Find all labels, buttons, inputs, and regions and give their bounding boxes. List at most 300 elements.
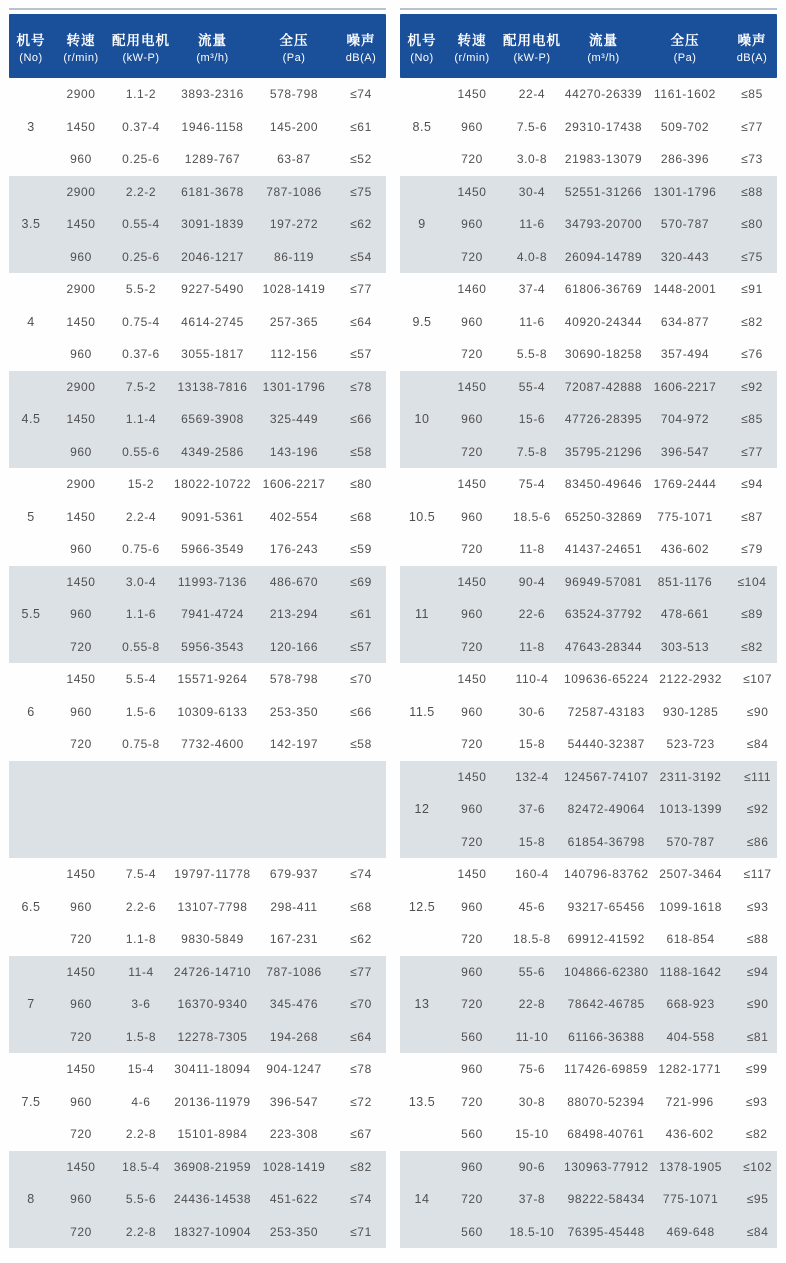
cell-flow: 140796-83762 bbox=[564, 867, 649, 882]
cell-noise: ≤89 bbox=[741, 607, 763, 622]
cell-speed: 1450 bbox=[66, 964, 96, 979]
cell-flow: 83450-49646 bbox=[564, 477, 643, 492]
cell-speed: 960 bbox=[70, 704, 92, 719]
cell-speed: 720 bbox=[461, 639, 483, 654]
cell-flow: 44270-26339 bbox=[564, 87, 643, 102]
cell-noise: ≤64 bbox=[350, 314, 372, 329]
cell-motor: 132-4 bbox=[515, 769, 549, 784]
cell-pressure: 286-396 bbox=[660, 152, 710, 167]
cell-speed: 720 bbox=[70, 737, 92, 752]
cell-speed: 720 bbox=[461, 152, 483, 167]
fan-group-5.5 bbox=[9, 566, 386, 664]
header-motor bbox=[109, 29, 173, 64]
cell-speed: 720 bbox=[461, 249, 483, 264]
cell-pressure: 721-996 bbox=[665, 1094, 714, 1109]
cell-noise: ≤67 bbox=[350, 1127, 372, 1142]
fan-size: 8.5 bbox=[412, 119, 432, 134]
cell-noise: ≤79 bbox=[741, 542, 763, 557]
cell-motor: 110-4 bbox=[515, 672, 549, 687]
cell-motor: 15-8 bbox=[518, 737, 546, 752]
fan-group-8.5 bbox=[400, 78, 777, 176]
cell-pressure: 142-197 bbox=[269, 737, 319, 752]
cell-pressure: 618-854 bbox=[666, 932, 715, 947]
fan-group-empty bbox=[9, 761, 386, 859]
cell-flow: 3055-1817 bbox=[181, 347, 244, 362]
cell-pressure: 851-1176 bbox=[657, 574, 713, 589]
cell-flow: 98222-58434 bbox=[567, 1192, 645, 1207]
cell-speed: 960 bbox=[70, 444, 92, 459]
cell-flow: 21983-13079 bbox=[564, 152, 643, 167]
cell-speed: 1450 bbox=[66, 119, 96, 134]
cell-noise: ≤94 bbox=[746, 964, 769, 979]
cell-pressure: 303-513 bbox=[660, 639, 710, 654]
cell-flow: 78642-46785 bbox=[567, 997, 645, 1012]
cell-pressure: 570-787 bbox=[666, 834, 715, 849]
cell-motor: 11-4 bbox=[128, 964, 154, 979]
cell-pressure: 253-350 bbox=[269, 1224, 319, 1239]
header-size-label: 机号 bbox=[407, 32, 437, 48]
cell-speed: 2900 bbox=[66, 87, 96, 102]
header-pressure bbox=[252, 29, 336, 64]
fan-group-8 bbox=[9, 1151, 386, 1249]
cell-flow: 26094-14789 bbox=[564, 249, 643, 264]
fan-size: 12 bbox=[414, 802, 430, 817]
header-flow bbox=[173, 29, 252, 64]
cell-motor: 75-4 bbox=[518, 477, 546, 492]
cell-noise: ≤74 bbox=[350, 867, 372, 882]
spec-table-left bbox=[9, 8, 386, 1263]
cell-speed: 2900 bbox=[66, 477, 96, 492]
cell-noise: ≤99 bbox=[745, 1062, 768, 1077]
fan-group-6 bbox=[9, 663, 386, 761]
cell-flow: 11993-7136 bbox=[177, 574, 248, 589]
cell-noise: ≤69 bbox=[350, 574, 372, 589]
header-motor bbox=[500, 29, 564, 64]
fan-size: 10.5 bbox=[408, 509, 436, 524]
fan-group-7 bbox=[9, 956, 386, 1054]
cell-flow: 12278-7305 bbox=[177, 1029, 248, 1044]
header-flow bbox=[564, 29, 643, 64]
cell-motor: 30-8 bbox=[518, 1094, 546, 1109]
header-speed-unit: (r/min) bbox=[63, 51, 99, 64]
cell-speed: 960 bbox=[70, 607, 92, 622]
fan-size: 9 bbox=[418, 217, 426, 232]
header-size bbox=[400, 29, 444, 64]
cell-pressure: 402-554 bbox=[269, 509, 319, 524]
fan-group-13.5 bbox=[400, 1053, 777, 1151]
cell-noise: ≤73 bbox=[741, 152, 763, 167]
header-noise-label: 噪声 bbox=[737, 32, 767, 48]
cell-noise: ≤76 bbox=[741, 347, 763, 362]
cell-pressure: 223-308 bbox=[269, 1127, 319, 1142]
cell-flow: 93217-65456 bbox=[567, 899, 645, 914]
cell-flow: 3893-2316 bbox=[181, 87, 244, 102]
cell-speed: 1450 bbox=[66, 1062, 96, 1077]
cell-flow: 34793-20700 bbox=[564, 217, 643, 232]
fan-size: 14 bbox=[414, 1192, 430, 1207]
header-speed-label: 转速 bbox=[457, 32, 487, 48]
fan-group-11 bbox=[400, 566, 777, 664]
cell-noise: ≤54 bbox=[350, 249, 372, 264]
cell-pressure: 787-1086 bbox=[266, 184, 322, 199]
cell-flow: 9227-5490 bbox=[181, 282, 244, 297]
cell-noise: ≤82 bbox=[741, 314, 763, 329]
fan-group-5 bbox=[9, 468, 386, 566]
cell-flow: 13138-7816 bbox=[177, 379, 248, 394]
cell-speed: 960 bbox=[70, 152, 92, 167]
cell-noise: ≤66 bbox=[350, 412, 372, 427]
cell-noise: ≤111 bbox=[743, 769, 772, 784]
cell-flow: 76395-45448 bbox=[567, 1224, 645, 1239]
fan-group-12 bbox=[400, 761, 777, 859]
cell-speed: 720 bbox=[461, 997, 483, 1012]
cell-speed: 720 bbox=[461, 1094, 483, 1109]
cell-speed: 1450 bbox=[66, 574, 96, 589]
cell-pressure: 320-443 bbox=[660, 249, 710, 264]
cell-pressure: 253-350 bbox=[269, 704, 319, 719]
cell-noise: ≤81 bbox=[746, 1029, 769, 1044]
fan-size: 4 bbox=[27, 314, 35, 329]
cell-flow: 72587-43183 bbox=[567, 704, 645, 719]
cell-flow: 61806-36769 bbox=[564, 282, 643, 297]
cell-motor: 2.2-8 bbox=[125, 1127, 157, 1142]
cell-flow: 19797-11778 bbox=[174, 867, 251, 882]
cell-pressure: 578-798 bbox=[269, 672, 319, 687]
cell-flow: 6181-3678 bbox=[181, 184, 244, 199]
table-top-rule bbox=[400, 8, 777, 10]
cell-flow: 117426-69859 bbox=[564, 1062, 648, 1077]
cell-motor: 22-4 bbox=[518, 87, 546, 102]
cell-pressure: 436-602 bbox=[665, 1127, 714, 1142]
cell-pressure: 1282-1771 bbox=[658, 1062, 722, 1077]
cell-pressure: 578-798 bbox=[269, 87, 319, 102]
header-speed bbox=[53, 29, 109, 64]
cell-speed: 1450 bbox=[66, 217, 96, 232]
cell-speed: 960 bbox=[70, 997, 92, 1012]
cell-flow: 69912-41592 bbox=[567, 932, 645, 947]
cell-motor: 15-6 bbox=[518, 412, 546, 427]
cell-motor: 0.37-4 bbox=[122, 119, 160, 134]
cell-pressure: 478-661 bbox=[660, 607, 710, 622]
table-header bbox=[400, 14, 777, 78]
cell-pressure: 1188-1642 bbox=[659, 964, 722, 979]
cell-flow: 10309-6133 bbox=[177, 704, 248, 719]
cell-speed: 960 bbox=[461, 509, 483, 524]
cell-flow: 88070-52394 bbox=[567, 1094, 645, 1109]
cell-speed: 2900 bbox=[66, 282, 96, 297]
cell-flow: 4349-2586 bbox=[181, 444, 244, 459]
cell-flow: 9830-5849 bbox=[181, 932, 244, 947]
cell-motor: 2.2-2 bbox=[125, 184, 157, 199]
cell-speed: 960 bbox=[70, 1094, 92, 1109]
table-body bbox=[9, 78, 386, 1248]
cell-noise: ≤92 bbox=[741, 379, 763, 394]
cell-flow: 18327-10904 bbox=[173, 1224, 252, 1239]
cell-motor: 37-4 bbox=[518, 282, 546, 297]
header-size-unit: (No) bbox=[19, 51, 43, 64]
header-motor-label: 配用电机 bbox=[503, 32, 561, 48]
cell-motor: 3.0-4 bbox=[125, 574, 157, 589]
header-speed bbox=[444, 29, 500, 64]
cell-motor: 2.2-6 bbox=[125, 899, 157, 914]
cell-flow: 6569-3908 bbox=[181, 412, 244, 427]
cell-pressure: 145-200 bbox=[269, 119, 319, 134]
cell-flow: 47643-28344 bbox=[564, 639, 643, 654]
cell-noise: ≤91 bbox=[741, 282, 763, 297]
cell-pressure: 1301-1796 bbox=[262, 379, 326, 394]
cell-noise: ≤59 bbox=[350, 542, 372, 557]
cell-motor: 0.75-6 bbox=[122, 542, 160, 557]
cell-speed: 2900 bbox=[66, 379, 96, 394]
cell-noise: ≤82 bbox=[745, 1127, 768, 1142]
cell-pressure: 787-1086 bbox=[266, 964, 322, 979]
cell-speed: 720 bbox=[461, 932, 483, 947]
cell-speed: 1450 bbox=[66, 314, 96, 329]
cell-flow: 109636-65224 bbox=[564, 672, 649, 687]
cell-motor: 0.55-6 bbox=[122, 444, 160, 459]
cell-motor: 0.75-8 bbox=[122, 737, 160, 752]
cell-motor: 1.1-2 bbox=[125, 87, 157, 102]
cell-motor: 0.75-4 bbox=[122, 314, 160, 329]
table-header bbox=[9, 14, 386, 78]
cell-flow: 30690-18258 bbox=[564, 347, 643, 362]
header-speed-unit: (r/min) bbox=[454, 51, 490, 64]
cell-motor: 18.5-4 bbox=[122, 1159, 160, 1174]
header-motor-unit: (kW-P) bbox=[513, 51, 551, 64]
fan-group-10 bbox=[400, 371, 777, 469]
cell-flow: 20136-11979 bbox=[174, 1094, 251, 1109]
header-pressure-label: 全压 bbox=[670, 32, 700, 48]
cell-pressure: 2122-2932 bbox=[659, 672, 722, 687]
cell-speed: 720 bbox=[461, 737, 483, 752]
header-pressure-unit: (Pa) bbox=[282, 51, 306, 64]
cell-noise: ≤117 bbox=[743, 867, 772, 882]
cell-noise: ≤78 bbox=[350, 1062, 372, 1077]
fan-group-3.5 bbox=[9, 176, 386, 274]
cell-motor: 11-10 bbox=[515, 1029, 549, 1044]
cell-motor: 0.55-4 bbox=[122, 217, 160, 232]
header-motor-unit: (kW-P) bbox=[122, 51, 160, 64]
cell-speed: 1450 bbox=[66, 509, 96, 524]
cell-speed: 960 bbox=[70, 542, 92, 557]
cell-motor: 11-8 bbox=[519, 639, 545, 654]
cell-pressure: 904-1247 bbox=[266, 1062, 322, 1077]
cell-noise: ≤70 bbox=[350, 997, 372, 1012]
cell-noise: ≤68 bbox=[350, 509, 372, 524]
cell-speed: 1460 bbox=[457, 282, 487, 297]
cell-motor: 7.5-6 bbox=[516, 119, 548, 134]
cell-noise: ≤52 bbox=[350, 152, 372, 167]
fan-group-4 bbox=[9, 273, 386, 371]
cell-flow: 1946-1158 bbox=[181, 119, 244, 134]
cell-flow: 54440-32387 bbox=[567, 737, 645, 752]
cell-noise: ≤93 bbox=[746, 899, 769, 914]
cell-motor: 0.55-8 bbox=[122, 639, 160, 654]
header-flow-unit: (m³/h) bbox=[196, 51, 229, 64]
cell-pressure: 775-1071 bbox=[657, 509, 713, 524]
cell-speed: 1450 bbox=[66, 672, 96, 687]
cell-noise: ≤92 bbox=[746, 802, 769, 817]
cell-pressure: 143-196 bbox=[269, 444, 319, 459]
header-size bbox=[9, 29, 53, 64]
cell-flow: 35795-21296 bbox=[564, 444, 643, 459]
cell-motor: 3-6 bbox=[131, 997, 151, 1012]
cell-flow: 15571-9264 bbox=[177, 672, 248, 687]
fan-group-10.5 bbox=[400, 468, 777, 566]
cell-noise: ≤88 bbox=[741, 184, 763, 199]
cell-flow: 29310-17438 bbox=[564, 119, 643, 134]
header-pressure bbox=[643, 29, 727, 64]
cell-motor: 0.25-6 bbox=[122, 152, 160, 167]
cell-flow: 36908-21959 bbox=[173, 1159, 252, 1174]
cell-speed: 720 bbox=[70, 639, 92, 654]
cell-flow: 124567-74107 bbox=[564, 769, 649, 784]
cell-noise: ≤58 bbox=[350, 737, 372, 752]
header-size-unit: (No) bbox=[410, 51, 434, 64]
cell-pressure: 1028-1419 bbox=[262, 282, 326, 297]
fan-size: 7.5 bbox=[21, 1094, 41, 1109]
cell-noise: ≤82 bbox=[350, 1159, 372, 1174]
cell-speed: 1450 bbox=[457, 379, 487, 394]
cell-pressure: 345-476 bbox=[269, 997, 319, 1012]
fan-size: 11.5 bbox=[409, 704, 435, 719]
cell-flow: 104866-62380 bbox=[564, 964, 649, 979]
cell-noise: ≤90 bbox=[746, 997, 769, 1012]
cell-pressure: 634-877 bbox=[660, 314, 710, 329]
cell-noise: ≤77 bbox=[350, 282, 372, 297]
cell-flow: 16370-9340 bbox=[177, 997, 248, 1012]
cell-pressure: 1448-2001 bbox=[653, 282, 717, 297]
cell-pressure: 1099-1618 bbox=[659, 899, 722, 914]
cell-pressure: 668-923 bbox=[666, 997, 715, 1012]
fan-size: 13 bbox=[414, 997, 430, 1012]
cell-noise: ≤80 bbox=[741, 217, 763, 232]
cell-noise: ≤66 bbox=[350, 704, 372, 719]
cell-motor: 7.5-8 bbox=[516, 444, 548, 459]
cell-pressure: 1301-1796 bbox=[653, 184, 717, 199]
cell-speed: 1450 bbox=[457, 867, 487, 882]
cell-speed: 960 bbox=[461, 217, 483, 232]
cell-flow: 24726-14710 bbox=[173, 964, 252, 979]
cell-noise: ≤77 bbox=[350, 964, 372, 979]
fan-group-9 bbox=[400, 176, 777, 274]
cell-noise: ≤102 bbox=[743, 1159, 773, 1174]
cell-speed: 1450 bbox=[457, 87, 487, 102]
cell-speed: 960 bbox=[461, 412, 483, 427]
cell-noise: ≤94 bbox=[741, 477, 763, 492]
cell-motor: 18.5-6 bbox=[513, 509, 551, 524]
fan-group-11.5 bbox=[400, 663, 777, 761]
cell-flow: 5966-3549 bbox=[181, 542, 244, 557]
cell-speed: 960 bbox=[461, 607, 483, 622]
cell-speed: 960 bbox=[70, 249, 92, 264]
fan-size: 10 bbox=[414, 412, 430, 427]
cell-flow: 3091-1839 bbox=[181, 217, 244, 232]
cell-noise: ≤104 bbox=[737, 574, 767, 589]
cell-noise: ≤62 bbox=[350, 217, 372, 232]
cell-noise: ≤57 bbox=[350, 347, 372, 362]
cell-speed: 1450 bbox=[66, 867, 96, 882]
cell-flow: 24436-14538 bbox=[173, 1192, 252, 1207]
cell-motor: 5.5-6 bbox=[125, 1192, 157, 1207]
fan-group-4.5 bbox=[9, 371, 386, 469]
cell-motor: 0.25-6 bbox=[122, 249, 160, 264]
cell-pressure: 436-602 bbox=[660, 542, 710, 557]
header-noise-unit: dB(A) bbox=[345, 51, 377, 64]
cell-pressure: 298-411 bbox=[270, 899, 318, 914]
cell-pressure: 63-87 bbox=[277, 152, 311, 167]
cell-noise: ≤93 bbox=[745, 1094, 768, 1109]
cell-noise: ≤95 bbox=[746, 1192, 769, 1207]
cell-speed: 720 bbox=[461, 542, 483, 557]
fan-size: 5 bbox=[27, 509, 35, 524]
cell-motor: 7.5-2 bbox=[125, 379, 157, 394]
cell-motor: 5.5-8 bbox=[516, 347, 548, 362]
header-noise bbox=[727, 29, 777, 64]
cell-motor: 11-6 bbox=[519, 314, 545, 329]
cell-speed: 960 bbox=[461, 802, 483, 817]
cell-pressure: 325-449 bbox=[269, 412, 319, 427]
cell-flow: 65250-32869 bbox=[564, 509, 643, 524]
cell-pressure: 176-243 bbox=[269, 542, 319, 557]
cell-flow: 30411-18094 bbox=[174, 1062, 251, 1077]
cell-pressure: 2311-3192 bbox=[659, 769, 722, 784]
cell-speed: 960 bbox=[70, 1192, 92, 1207]
cell-flow: 68498-40761 bbox=[567, 1127, 645, 1142]
header-flow-label: 流量 bbox=[198, 32, 227, 48]
cell-motor: 0.37-6 bbox=[122, 347, 160, 362]
cell-pressure: 451-622 bbox=[269, 1192, 319, 1207]
cell-motor: 1.5-6 bbox=[125, 704, 157, 719]
cell-flow: 7941-4724 bbox=[181, 607, 244, 622]
cell-speed: 960 bbox=[70, 347, 92, 362]
cell-pressure: 396-547 bbox=[660, 444, 710, 459]
cell-motor: 3.0-8 bbox=[516, 152, 548, 167]
header-flow-label: 流量 bbox=[589, 32, 618, 48]
cell-motor: 2.2-8 bbox=[125, 1224, 157, 1239]
cell-pressure: 930-1285 bbox=[662, 704, 719, 719]
cell-pressure: 86-119 bbox=[273, 249, 315, 264]
cell-pressure: 523-723 bbox=[666, 737, 715, 752]
cell-speed: 720 bbox=[461, 444, 483, 459]
cell-speed: 1450 bbox=[66, 1159, 96, 1174]
cell-speed: 960 bbox=[461, 1062, 483, 1077]
cell-pressure: 1606-2217 bbox=[262, 477, 326, 492]
cell-pressure: 197-272 bbox=[269, 217, 319, 232]
cell-speed: 560 bbox=[461, 1224, 483, 1239]
cell-noise: ≤61 bbox=[350, 119, 372, 134]
cell-pressure: 2507-3464 bbox=[659, 867, 722, 882]
header-noise-label: 噪声 bbox=[346, 32, 376, 48]
cell-flow: 5956-3543 bbox=[181, 639, 244, 654]
cell-flow: 52551-31266 bbox=[564, 184, 643, 199]
cell-flow: 61854-36798 bbox=[567, 834, 645, 849]
cell-flow: 9091-5361 bbox=[181, 509, 244, 524]
cell-pressure: 120-166 bbox=[269, 639, 319, 654]
cell-motor: 5.5-4 bbox=[125, 672, 157, 687]
cell-noise: ≤74 bbox=[350, 87, 372, 102]
cell-speed: 960 bbox=[461, 899, 483, 914]
cell-speed: 720 bbox=[461, 1192, 483, 1207]
cell-motor: 90-6 bbox=[518, 1159, 546, 1174]
cell-motor: 37-8 bbox=[518, 1192, 546, 1207]
cell-pressure: 357-494 bbox=[660, 347, 710, 362]
cell-speed: 960 bbox=[461, 704, 483, 719]
cell-noise: ≤82 bbox=[741, 639, 763, 654]
cell-pressure: 1161-1602 bbox=[654, 87, 716, 102]
fan-size: 6.5 bbox=[21, 899, 41, 914]
cell-noise: ≤62 bbox=[350, 932, 372, 947]
